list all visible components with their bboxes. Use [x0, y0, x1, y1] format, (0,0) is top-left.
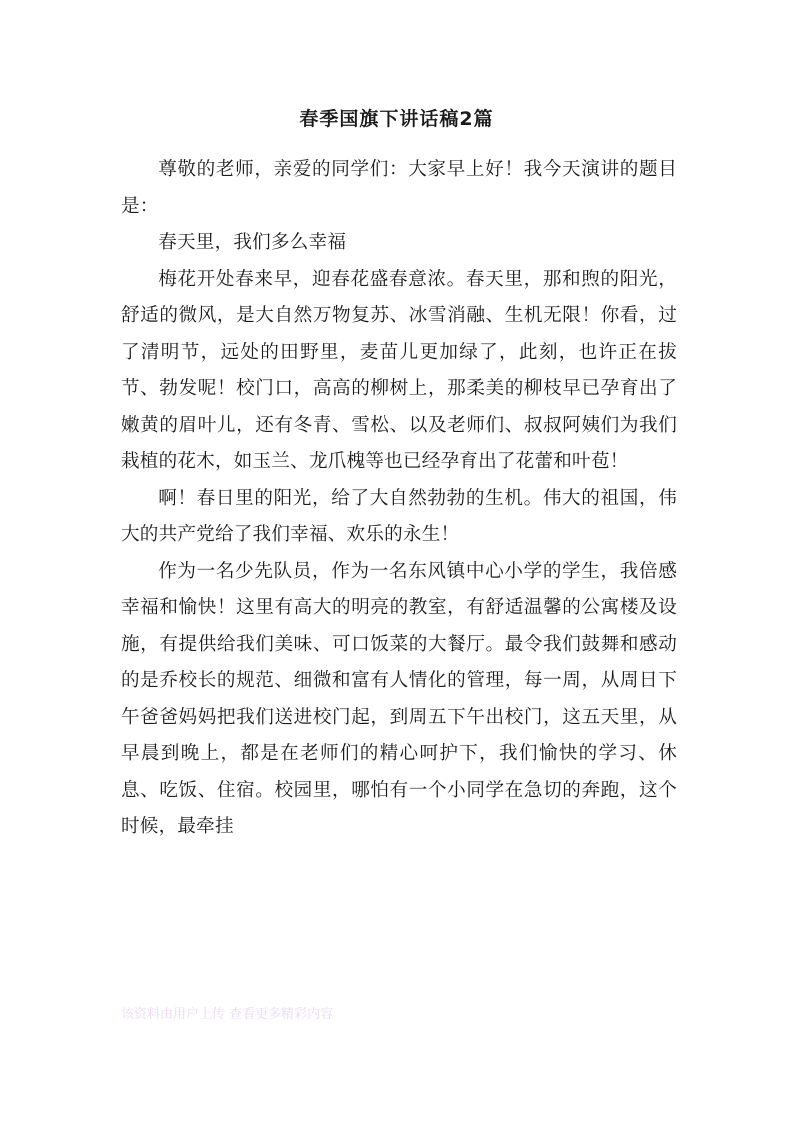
- faint-footer-text: 该资料由用户上传 查看更多精彩内容: [121, 1007, 334, 1022]
- paragraph-greeting: 尊敬的老师，亲爱的同学们：大家早上好！我今天演讲的题目是：: [121, 159, 677, 217]
- paragraph-school-life: 作为一名少先队员，作为一名东风镇中心小学的学生，我倍感幸福和愉快！这里有高大的明亮的教室，有舒适温馨的公寓楼及设施，有提供给我们美味、可口饭菜的大餐厅。最令我们鼓舞和感动的是乔校长的规范、细微和富有人情化的管理，每一周，从周日下午爸爸妈妈把我们送进校门起，到周五下午出校门，这五天里，从早晨到晚上，都是在老师们的精心呵护下，我们愉快的学习、休息、吃饭、住宿。校园里，哪怕有一个小同学在急切的奔跑，这个时候，最牵挂: [121, 560, 677, 837]
- paragraph-speech-topic: 春天里，我们多么幸福: [158, 232, 347, 253]
- document-title: 春季国旗下讲话稿2篇: [299, 108, 494, 130]
- document-body: [121, 152, 677, 846]
- paragraph-spring-scenery: 梅花开处春来早，迎春花盛春意浓。春天里，那和煦的阳光，舒适的微风，是大自然万物复苏、冰雪消融、生机无限！你看，过了清明节，远处的田野里，麦苗儿更加绿了，此刻，也许正在拔节、勃发呢！校门口，高高的柳树上，那柔美的柳枝早已孕育出了嫩黄的眉叶儿，还有冬青、雪松、以及老师们、叔叔阿姨们为我们栽植的花木，如玉兰、龙爪槐等也已经孕育出了花蕾和叶苞！: [121, 268, 677, 472]
- paragraph-sunshine: 啊！春日里的阳光，给了大自然勃勃的生机。伟大的祖国，伟大的共产党给了我们幸福、欢乐的永生！: [121, 487, 677, 545]
